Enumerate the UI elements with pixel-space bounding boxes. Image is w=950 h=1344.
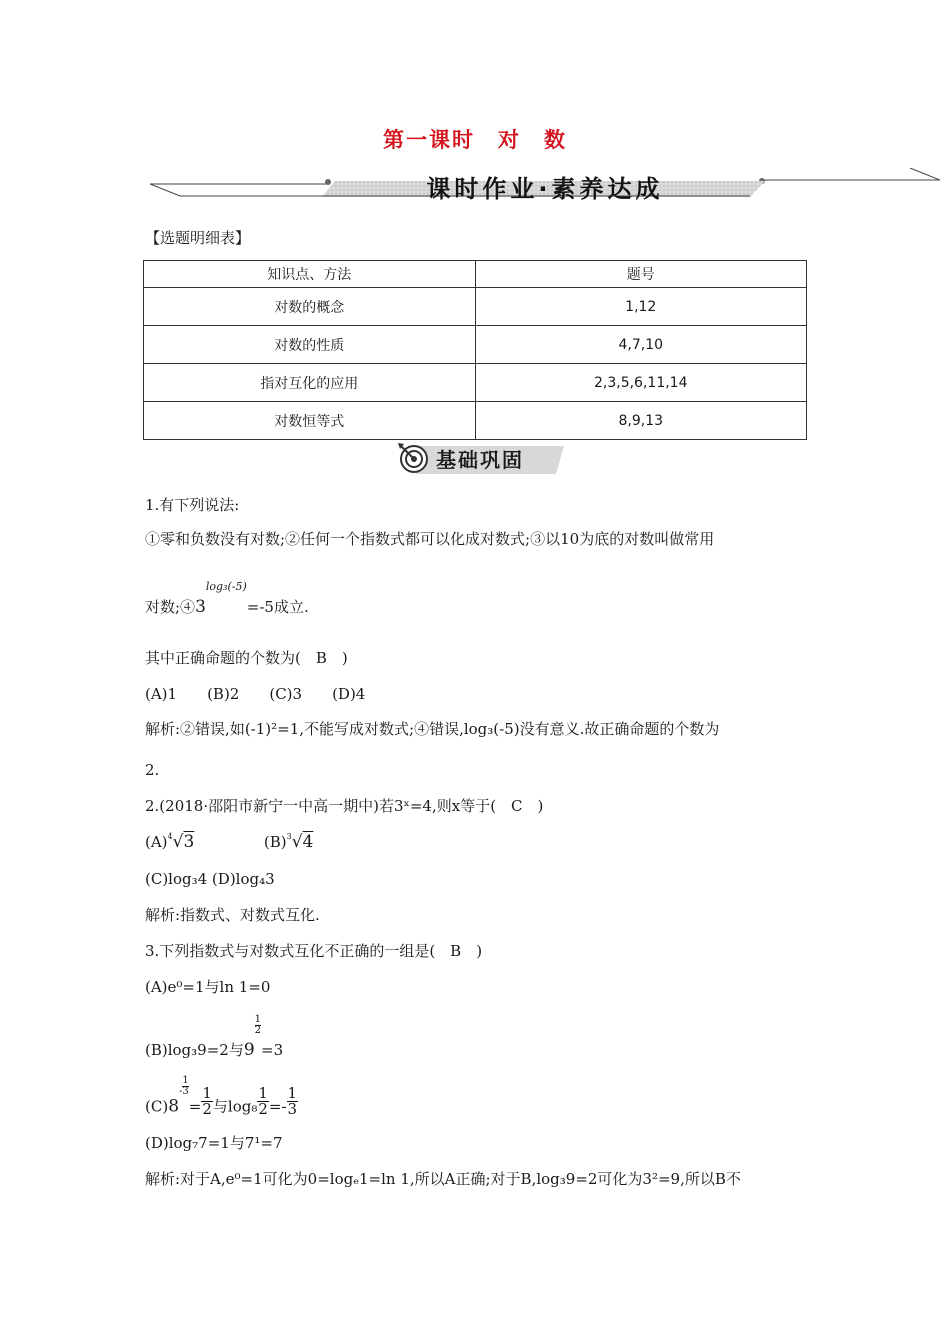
q1-stem: 1.有下列说法: [145,496,240,514]
section-label: 基础巩固 [436,448,524,472]
table-cell: 对数的概念 [144,288,476,326]
radicand: 3 [183,832,195,852]
q3-option-b: (B)log₃9=2与9 $\frac{1}{2}$ =3 [145,1014,284,1060]
q3-option-d: (D)log₇7=1与7¹=7 [145,1134,283,1152]
table-header-row [144,261,807,288]
page-title: 第一课时 对 数 [383,128,567,152]
power-exponent: $\frac{1}{2}$ [254,1014,262,1036]
power-exponent: log₃(-5) [205,580,247,593]
radicand: 4 [302,832,314,852]
table-row [144,288,807,326]
fraction: $\frac{1}{3}$ [287,1084,298,1118]
question-detail-table [143,260,807,440]
table-cell: 2,3,5,6,11,14 [475,364,807,402]
q3-stem: 3.下列指数式与对数式互化不正确的一组是( B ) [145,942,483,960]
q2-options-cd: (C)log₃4 (D)log₄3 [145,870,275,888]
root-index: 3 [286,832,292,841]
table-caption: 【选题明细表】 [145,229,251,247]
q1-question: 其中正确命题的个数为( B ) [145,649,348,667]
q3-option-c: $(C)8^{- \frac{1}{3}}$ = $\frac{1}{2}$ 与log₈ $\frac{1}{2}$ =- $\frac{1}{3}$ [145,1074,298,1118]
q2-stem: 2.(2018·邵阳市新宁一中高一期中)若3ˣ=4,则x等于( C ) [145,797,544,815]
power-base: 3 [195,597,206,617]
banner-title: 课时作业·素养达成 [426,175,664,203]
table-cell: 对数的性质 [144,326,476,364]
table-row [144,326,807,364]
root-index: 4 [167,832,173,841]
fraction: $\frac{1}{2}$ [202,1084,212,1118]
section-heading [396,440,566,476]
table-row [144,364,807,402]
q1-statements: ①零和负数没有对数;②任何一个指数式都可以化成对数式;③以10为底的对数叫做常用 [145,530,715,548]
q1-options: (A)1 (B)2 (C)3 (D)4 [145,685,366,703]
homework-banner [150,168,940,203]
q1-analysis: 解析:②错误,如(-1)²=1,不能写成对数式;④错误,log₃(-5)没有意义.故正确命题的个数为 [145,720,720,738]
power-exponent: - 1 3 [179,1074,189,1097]
power-base: 9 [243,1040,255,1060]
q2-options-ab: $(A)^4√3$ $(B)^3√4$ [145,832,314,852]
fraction: $\frac{1}{2}$ [258,1084,268,1118]
table-cell: 1,12 [475,288,807,326]
table-row [144,402,807,440]
q3-option-a: (A)e⁰=1与ln 1=0 [145,978,271,996]
q2-analysis: 解析:指数式、对数式互化. [145,906,320,924]
q3-analysis: 解析:对于A,e⁰=1可化为0=logₑ1=ln 1,所以A正确;对于B,log₃9=2可化为3²=9,所以B不 [145,1170,741,1188]
table-cell: 对数恒等式 [144,402,476,440]
q1-statement-4: 对数$;④3^{log_3(-5)}=-5$成立. [145,580,309,617]
table-cell: 4,7,10 [475,326,807,364]
q1-analysis-end: 2. [145,761,160,779]
table-cell: 8,9,13 [475,402,807,440]
column-header: 题号 [475,261,807,288]
column-header: 知识点、方法 [144,261,476,288]
power-base: 8 [168,1096,180,1117]
table-cell: 指对互化的应用 [144,364,476,402]
